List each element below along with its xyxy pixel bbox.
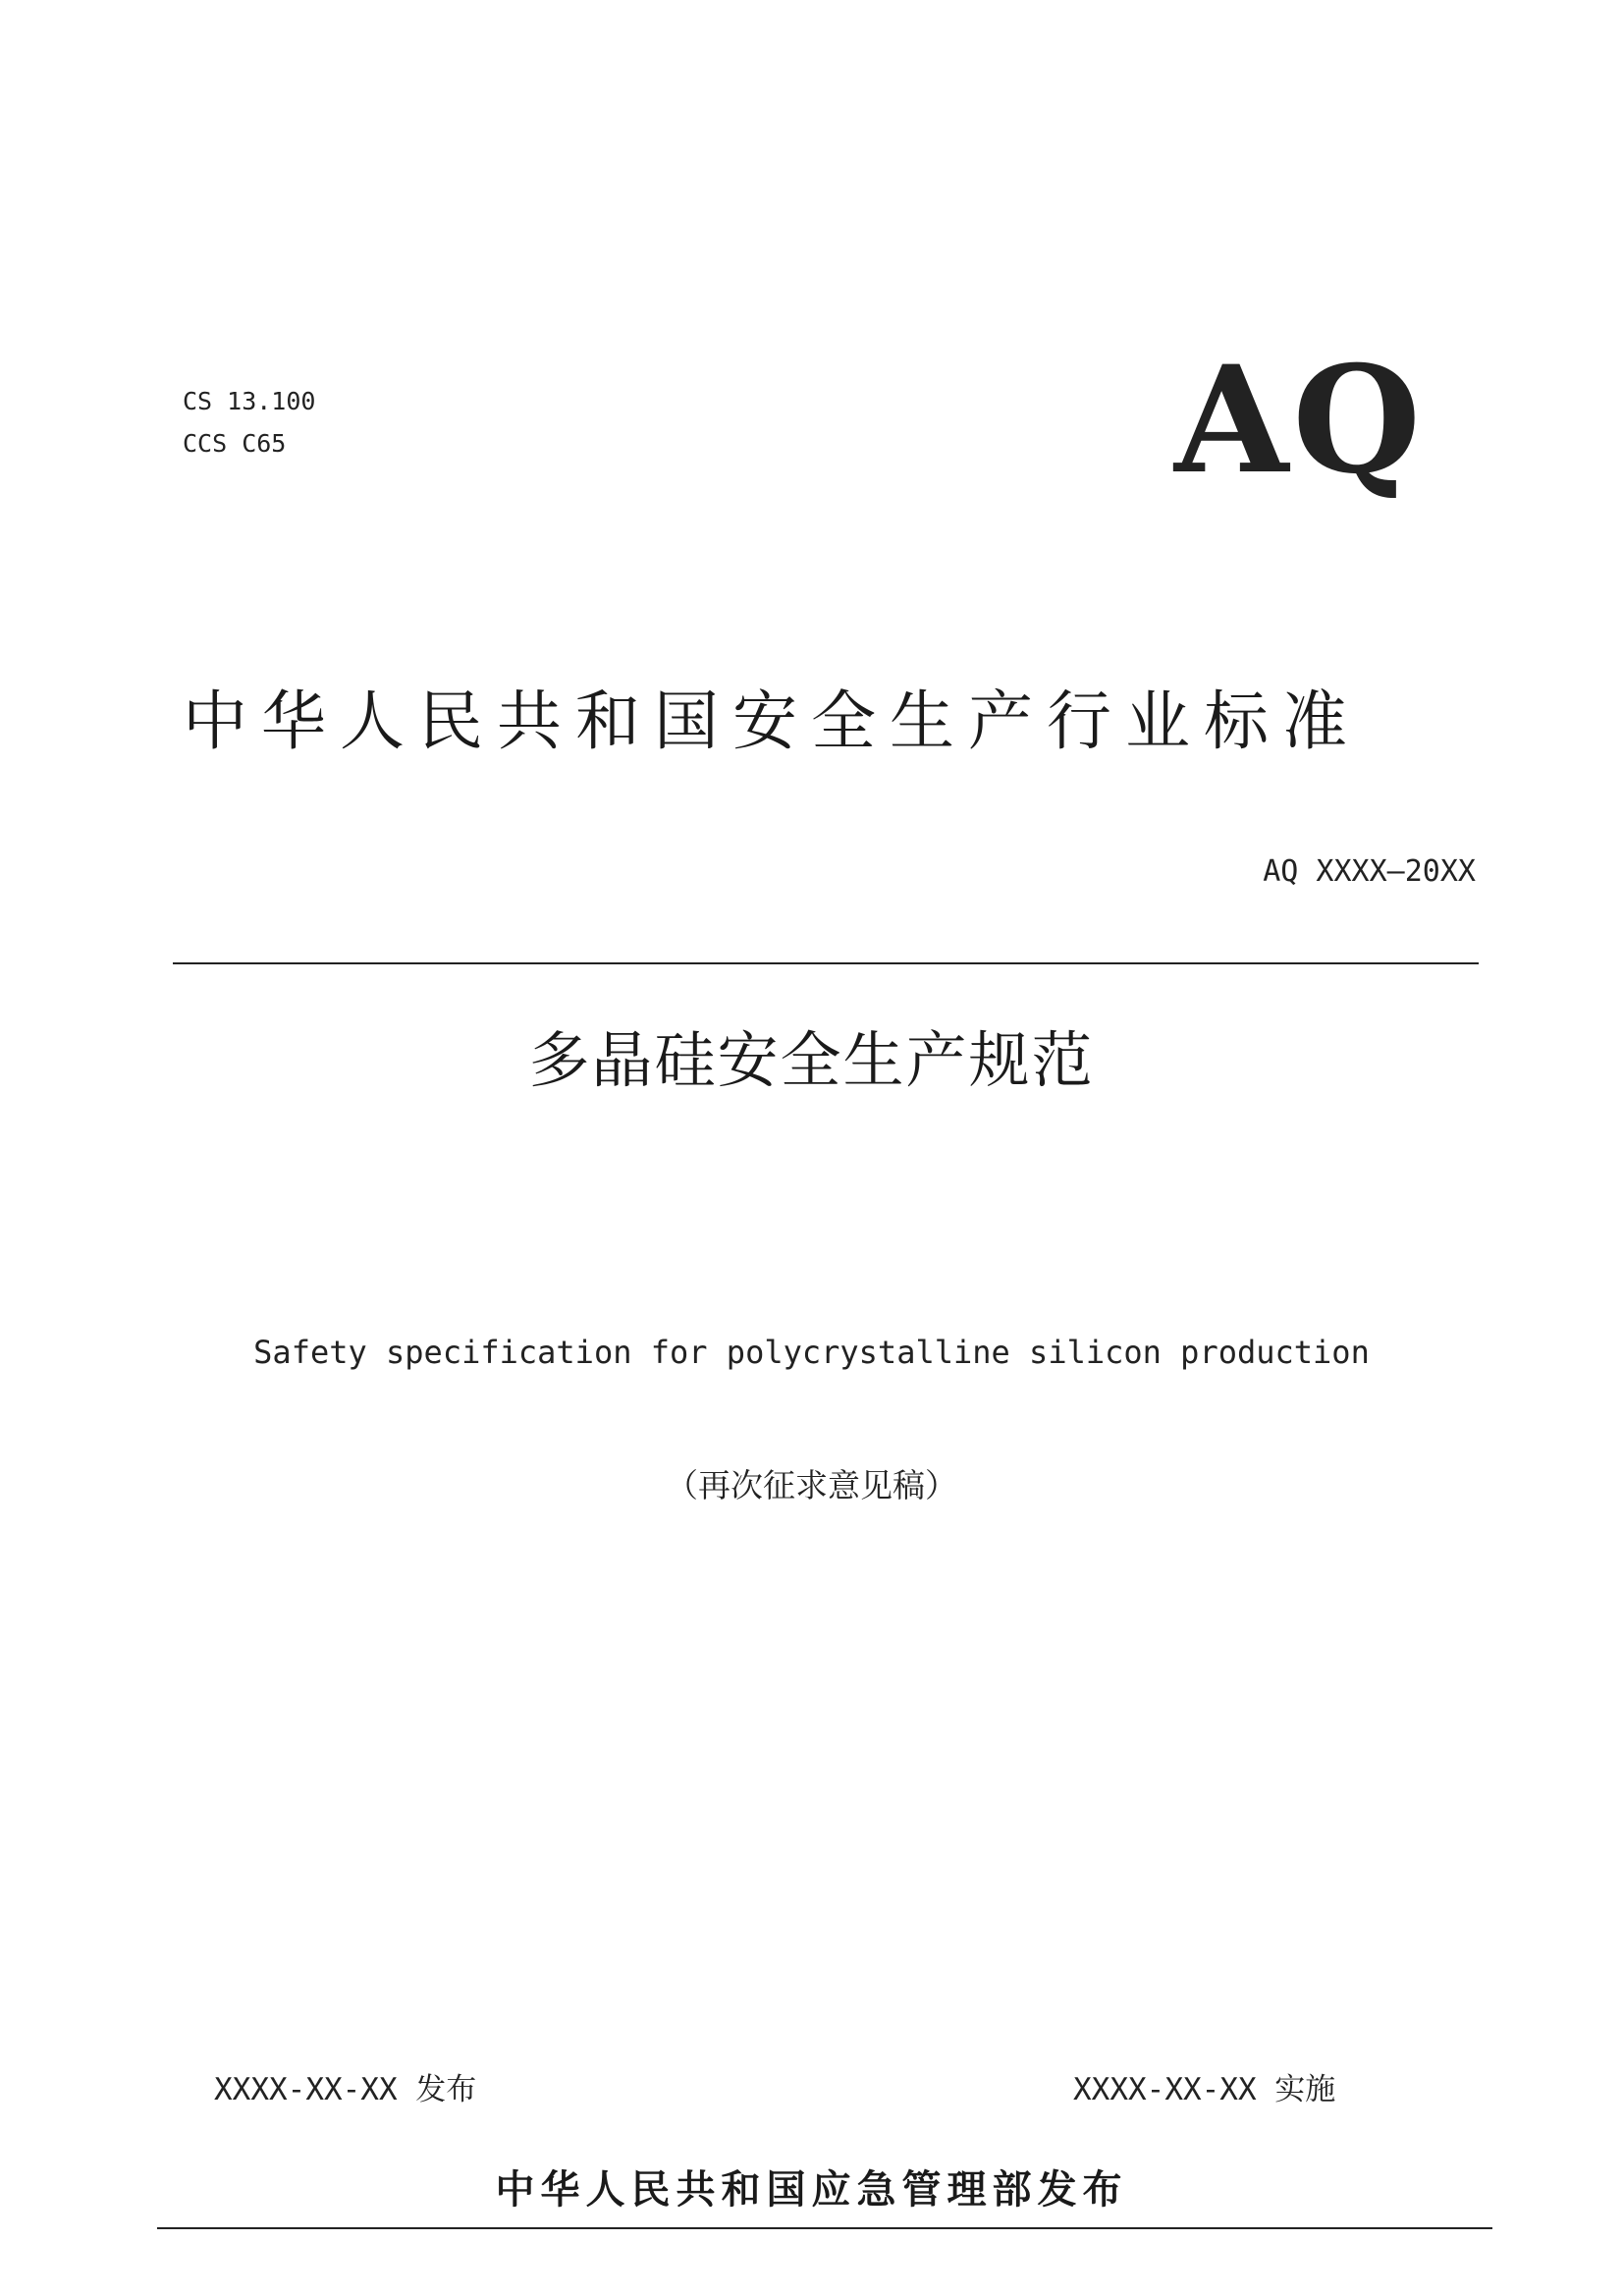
standard-category-title: 中华人民共和国安全生产行业标准	[183, 683, 1361, 759]
classification-codes	[183, 380, 315, 465]
implementation-date: XXXX-XX-XX 实施	[1073, 2072, 1336, 2107]
draft-note: （再次征求意见稿）	[666, 1466, 957, 1504]
bottom-divider	[157, 2227, 1492, 2229]
document-number: AQ XXXX—20XX	[1263, 854, 1476, 889]
cs-code: CS 13.100	[183, 387, 316, 415]
english-title: Safety specification for polycrystalline silicon production	[253, 1334, 1370, 1371]
main-title: 多晶硅安全生产规范	[528, 1024, 1095, 1096]
top-divider	[173, 962, 1479, 964]
publisher: 中华人民共和国应急管理部发布	[495, 2167, 1128, 2213]
issue-date: XXXX-XX-XX 发布	[214, 2072, 477, 2107]
ccs-code: CCS C65	[183, 429, 287, 458]
aq-logo: AQ	[1174, 334, 1426, 507]
